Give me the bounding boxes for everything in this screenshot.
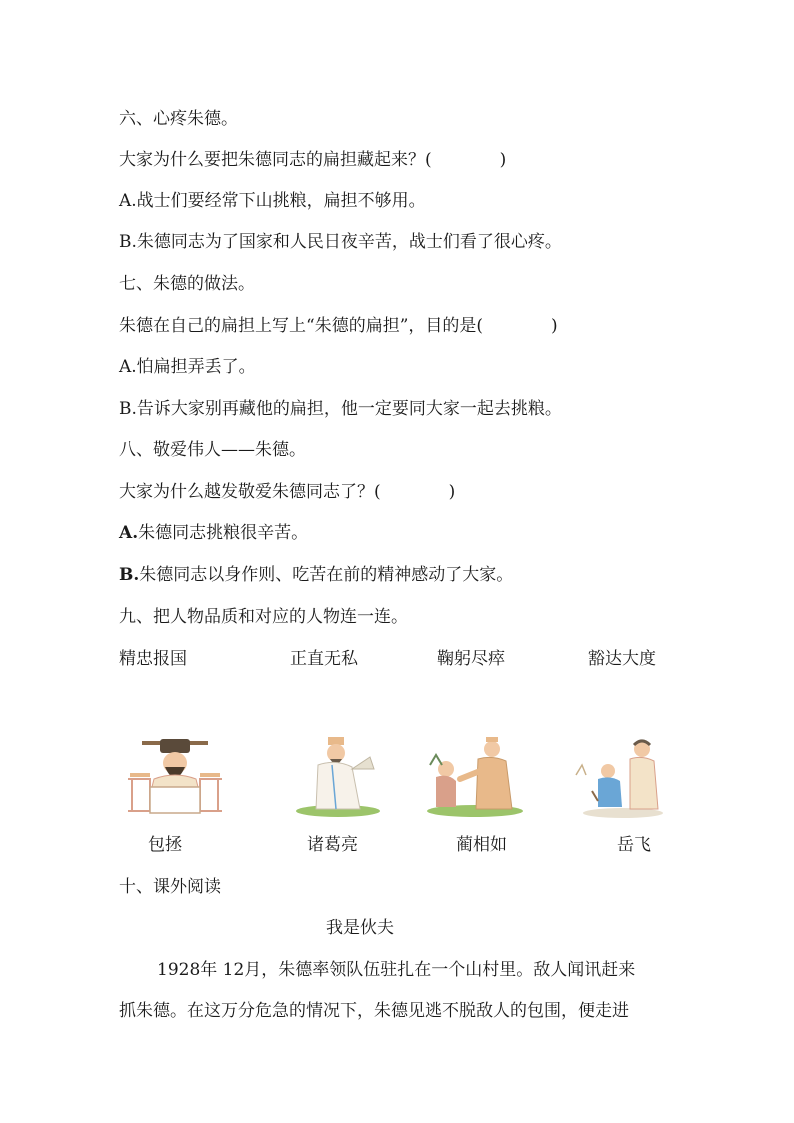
virtue-loyalty: 精忠报国 xyxy=(119,649,187,669)
option-a-letter: A. xyxy=(119,523,139,543)
person-yue-fei: 岳飞 xyxy=(617,835,651,855)
section-8-heading: 八、敬爱伟人——朱德。 xyxy=(119,440,306,460)
zhuge-liang-illustration-icon xyxy=(282,735,392,820)
reading-title: 我是伙夫 xyxy=(326,918,394,938)
section-7-question: 朱德在自己的扁担上写上“朱德的扁担”，目的是( ) xyxy=(119,316,558,336)
person-bao-zheng: 包拯 xyxy=(148,835,182,855)
section-8-option-b xyxy=(119,564,513,586)
option-b-text: 朱德同志以身作则、吃苦在前的精神感动了大家。 xyxy=(139,565,514,585)
section-8-question: 大家为什么越发敬爱朱德同志了？( ) xyxy=(119,482,456,502)
section-6-option-a: A.战士们要经常下山挑粮，扁担不够用。 xyxy=(119,191,426,211)
section-7-option-a: A.怕扁担弄丢了。 xyxy=(119,357,256,377)
option-b-letter: B. xyxy=(119,565,140,585)
virtue-devotion: 鞠躬尽瘁 xyxy=(437,649,505,669)
section-10-heading: 十、课外阅读 xyxy=(119,877,221,897)
section-8-option-a xyxy=(119,522,308,544)
reading-paragraph-line-1: 1928年 12月，朱德率领队伍驻扎在一个山村里。敌人闻讯赶来 xyxy=(157,960,636,980)
section-9-heading: 九、把人物品质和对应的人物连一连。 xyxy=(119,607,408,627)
reading-paragraph-line-2: 抓朱德。在这万分危急的情况下，朱德见逃不脱敌人的包围，便走进 xyxy=(119,1001,629,1021)
yue-fei-illustration-icon xyxy=(568,735,678,820)
section-6-question: 大家为什么要把朱德同志的扁担藏起来？( ) xyxy=(119,150,507,170)
virtue-magnanimity: 豁达大度 xyxy=(588,649,656,669)
section-7-heading: 七、朱德的做法。 xyxy=(119,274,255,294)
bao-zheng-illustration-icon xyxy=(120,735,230,820)
person-zhuge-liang: 诸葛亮 xyxy=(307,835,358,855)
section-7-option-b: B.告诉大家别再藏他的扁担，他一定要同大家一起去挑粮。 xyxy=(119,399,562,419)
section-6-option-b: B.朱德同志为了国家和人民日夜辛苦，战士们看了很心疼。 xyxy=(119,232,562,252)
option-a-text: 朱德同志挑粮很辛苦。 xyxy=(138,523,309,543)
virtue-integrity: 正直无私 xyxy=(290,649,358,669)
lin-xiangru-illustration-icon xyxy=(420,735,530,820)
person-lin-xiangru: 蔺相如 xyxy=(456,835,507,855)
section-6-heading: 六、心疼朱德。 xyxy=(119,109,238,129)
